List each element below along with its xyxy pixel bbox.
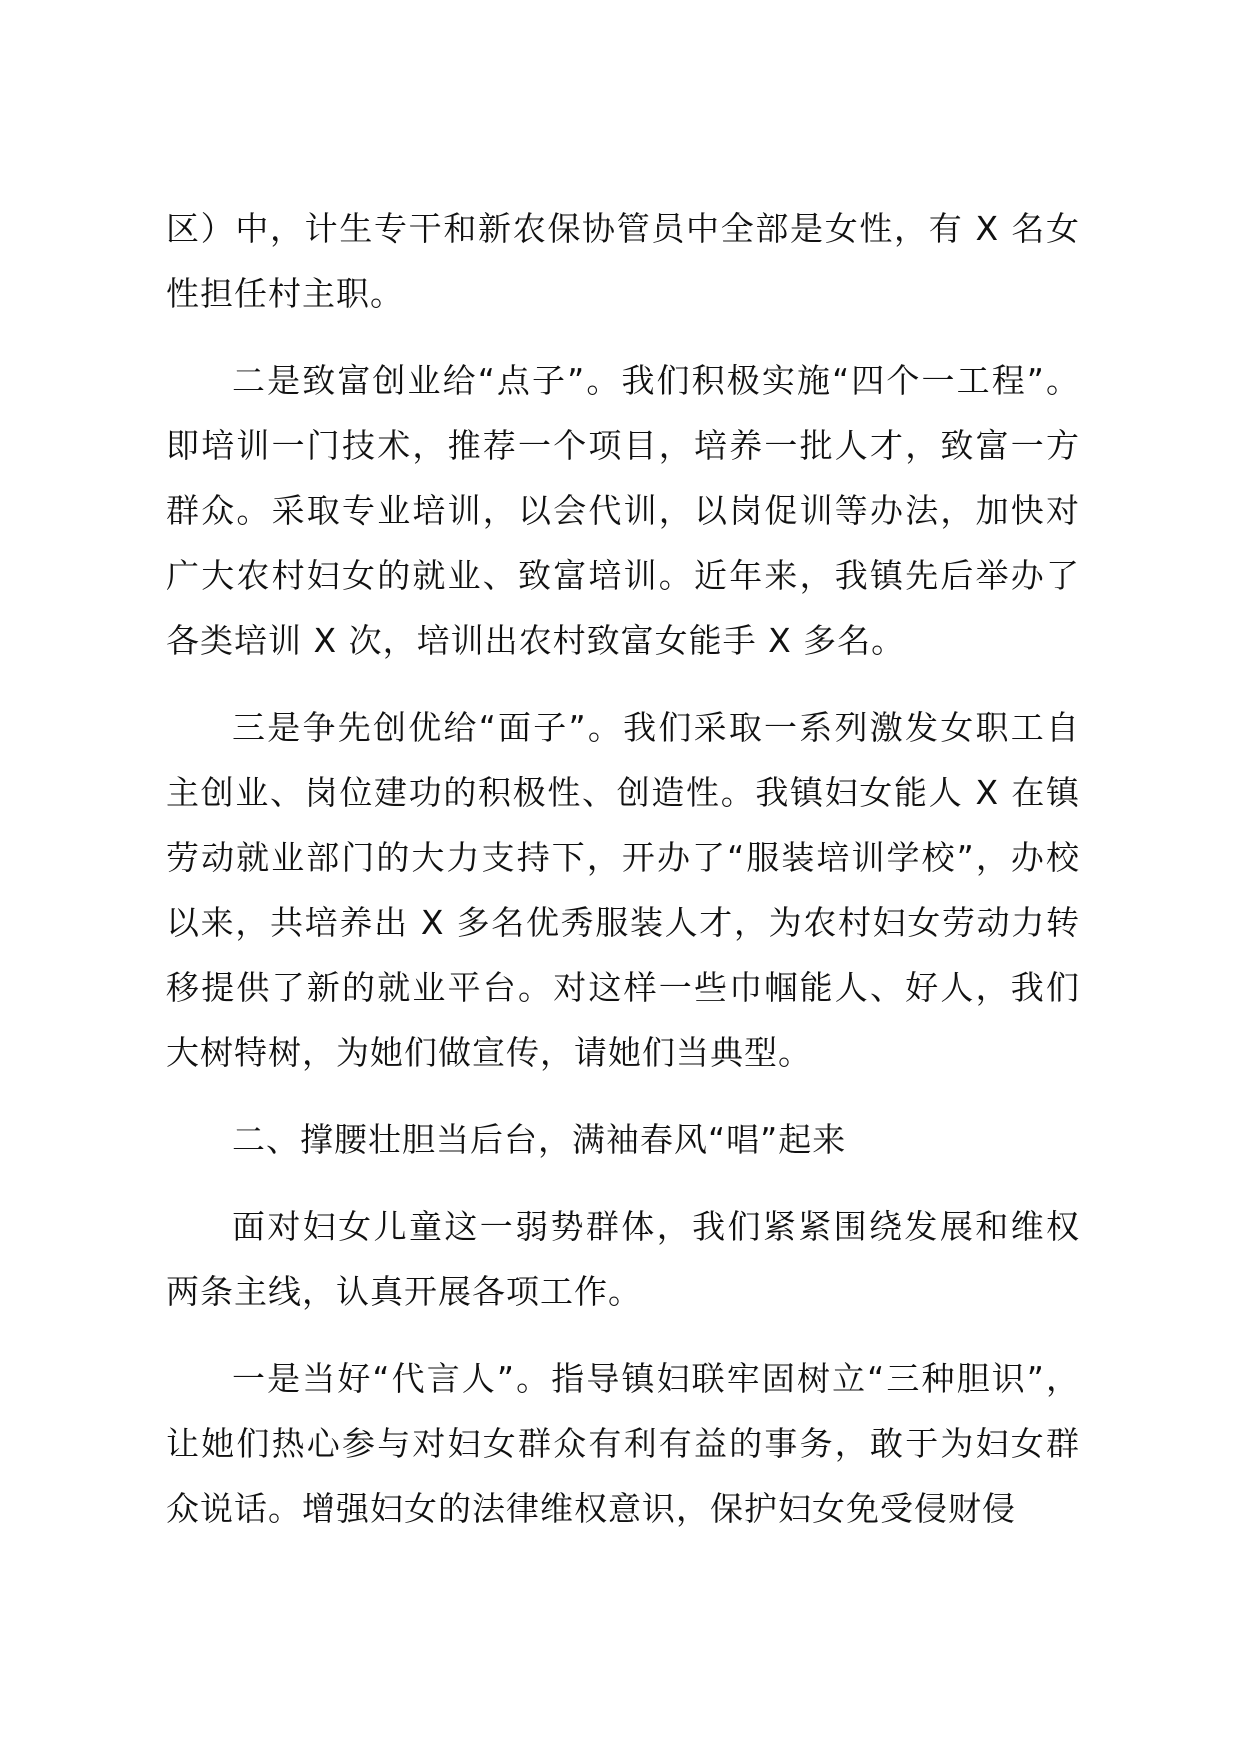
document-body [166,196,1080,1563]
paragraph-continuation: 区）中，计生专干和新农保协管员中全部是女性，有 X 名女性担任村主职。 [166,209,1080,313]
section-heading-2: 二、撑腰壮胆当后台，满袖春风“唱”起来 [232,1120,847,1159]
paragraph-two-main-lines: 面对妇女儿童这一弱势群体，我们紧紧围绕发展和维权两条主线，认真开展各项工作。 [166,1207,1080,1311]
paragraph-spokesperson: 一是当好“代言人”。指导镇妇联牢固树立“三种胆识”，让她们热心参与对妇女群众有利有益的事务，敢于为妇女群众说话。增强妇女的法律维权意识，保护妇女免受侵财侵 [166,1359,1080,1528]
paragraph-wealth-ideas: 二是致富创业给“点子”。我们积极实施“四个一工程”。即培训一门技术，推荐一个项目，培养一批人才，致富一方群众。采取专业培训，以会代训，以岗促训等办法，加快对广大农村妇女的就业、致富培训。近年来，我镇先后举办了各类培训 X 次，培训出农村致富女能手 X 多名。 [166,361,1080,660]
paragraph-excellence-face: 三是争先创优给“面子”。我们采取一系列激发女职工自主创业、岗位建功的积极性、创造性。我镇妇女能人 X 在镇劳动就业部门的大力支持下，开办了“服装培训学校”，办校以来，共培养出 X 多名优秀服装人才，为农村妇女劳动力转移提供了新的就业平台。对这样一些巾帼能人、好人，我们大树特树，为她们做宣传，请她们当典型。 [166,708,1080,1072]
